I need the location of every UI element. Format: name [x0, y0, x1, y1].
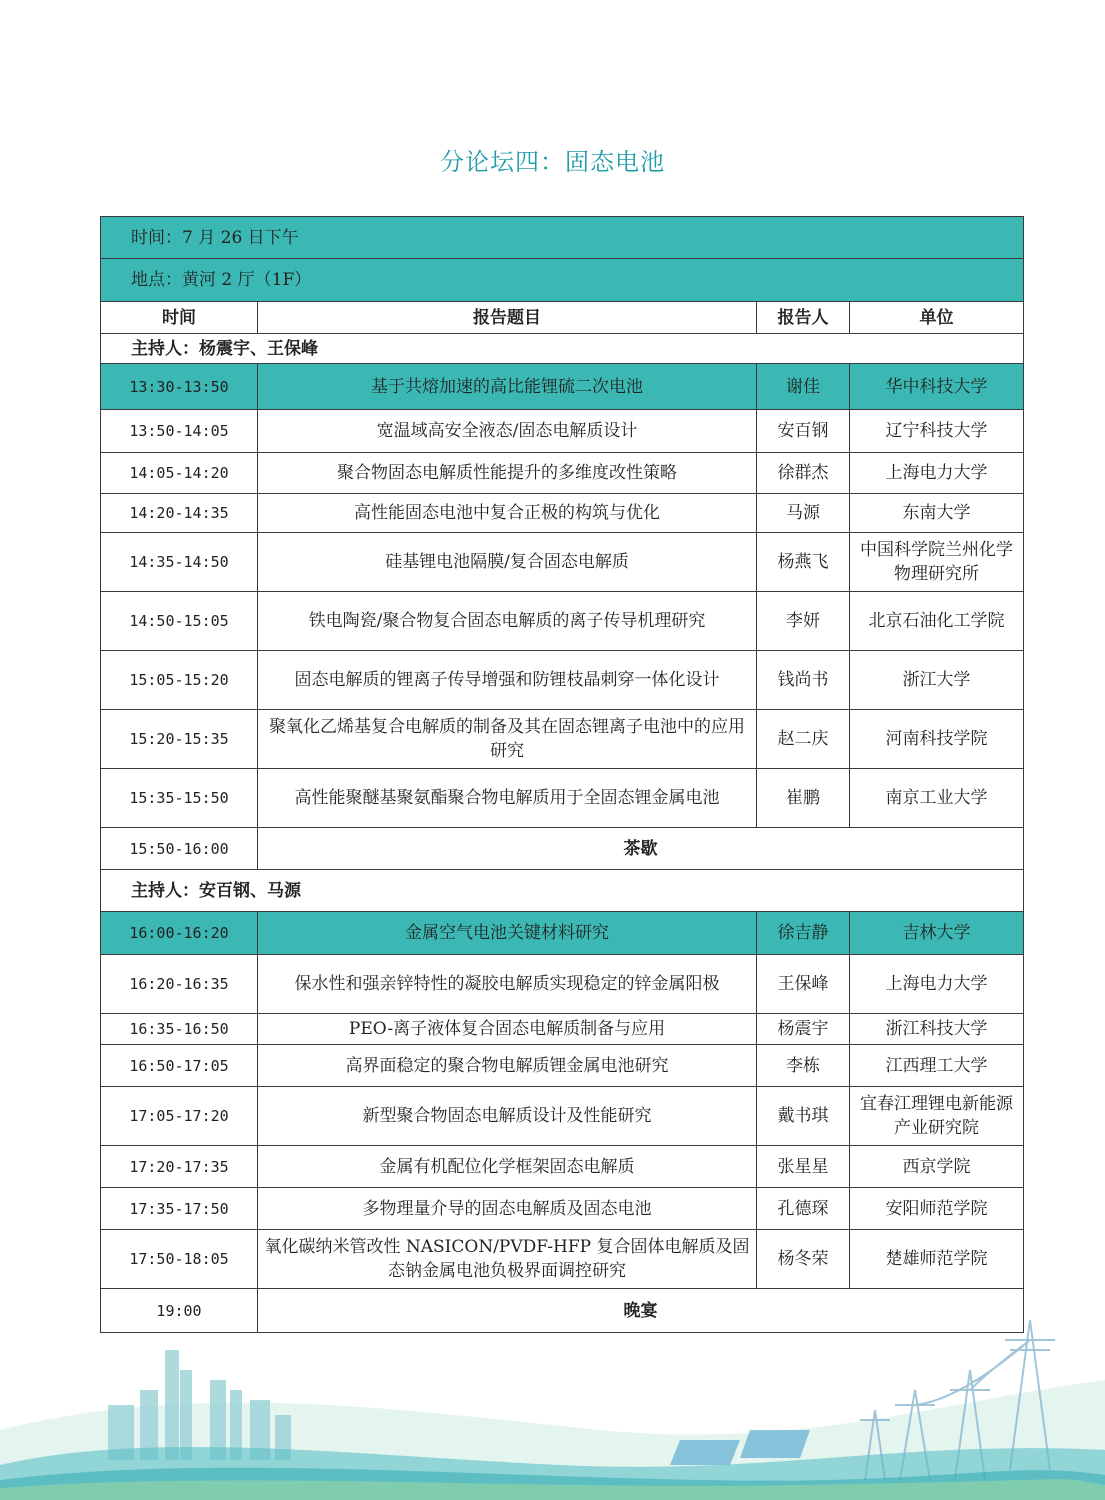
dinner-label: 晚宴	[258, 1289, 1024, 1333]
row-speaker: 徐吉静	[757, 912, 850, 955]
row-speaker: 杨冬荣	[757, 1230, 850, 1289]
row-time: 16:50-17:05	[101, 1045, 258, 1087]
row-speaker: 杨震宇	[757, 1014, 850, 1045]
row-unit: 上海电力大学	[850, 955, 1024, 1014]
row-speaker: 王保峰	[757, 955, 850, 1014]
page-title: 分论坛四：固态电池	[440, 148, 665, 176]
row-time: 14:20-14:35	[101, 494, 258, 533]
row-time: 14:05-14:20	[101, 453, 258, 494]
table-row	[101, 494, 1024, 533]
row-time: 15:20-15:35	[101, 710, 258, 769]
row-unit: 辽宁科技大学	[850, 410, 1024, 453]
row-topic: 聚合物固态电解质性能提升的多维度改性策略	[258, 453, 757, 494]
row-time: 15:05-15:20	[101, 651, 258, 710]
row-unit: 安阳师范学院	[850, 1188, 1024, 1230]
row-time: 14:35-14:50	[101, 533, 258, 592]
row-topic: 高界面稳定的聚合物电解质锂金属电池研究	[258, 1045, 757, 1087]
row-speaker: 李栋	[757, 1045, 850, 1087]
row-time: 16:20-16:35	[101, 955, 258, 1014]
row-speaker: 杨燕飞	[757, 533, 850, 592]
row-time: 14:50-15:05	[101, 592, 258, 651]
row-unit: 中国科学院兰州化学物理研究所	[850, 533, 1024, 592]
row-unit: 河南科技学院	[850, 710, 1024, 769]
row-time: 17:50-18:05	[101, 1230, 258, 1289]
row-topic: 金属空气电池关键材料研究	[258, 912, 757, 955]
table-row	[101, 1146, 1024, 1188]
row-time: 16:00-16:20	[101, 912, 258, 955]
row-time: 13:30-13:50	[101, 364, 258, 410]
row-unit: 楚雄师范学院	[850, 1230, 1024, 1289]
place-info: 地点：黄河 2 厅（1F）	[101, 259, 1024, 302]
table-row	[101, 533, 1024, 592]
row-speaker: 马源	[757, 494, 850, 533]
table-row	[101, 1087, 1024, 1146]
row-topic: 高性能固态电池中复合正极的构筑与优化	[258, 494, 757, 533]
table-row	[101, 912, 1024, 955]
row-time: 16:35-16:50	[101, 1014, 258, 1045]
time-info: 时间：7 月 26 日下午	[101, 217, 1024, 259]
break-time: 15:50-16:00	[101, 828, 258, 870]
row-time: 17:35-17:50	[101, 1188, 258, 1230]
row-topic: 宽温域高安全液态/固态电解质设计	[258, 410, 757, 453]
row-time: 17:05-17:20	[101, 1087, 258, 1146]
table-row	[101, 1188, 1024, 1230]
break-row	[101, 828, 1024, 870]
row-unit: 浙江科技大学	[850, 1014, 1024, 1045]
row-unit: 吉林大学	[850, 912, 1024, 955]
schedule-table	[100, 216, 1024, 1333]
header-row	[101, 302, 1024, 334]
table-row	[101, 1014, 1024, 1045]
table-row	[101, 592, 1024, 651]
row-topic: 硅基锂电池隔膜/复合固态电解质	[258, 533, 757, 592]
table-row	[101, 651, 1024, 710]
row-speaker: 张星星	[757, 1146, 850, 1188]
row-speaker: 徐群杰	[757, 453, 850, 494]
row-topic: 固态电解质的锂离子传导增强和防锂枝晶刺穿一体化设计	[258, 651, 757, 710]
row-speaker: 谢佳	[757, 364, 850, 410]
row-unit: 东南大学	[850, 494, 1024, 533]
row-topic: 多物理量介导的固态电解质及固态电池	[258, 1188, 757, 1230]
row-time: 13:50-14:05	[101, 410, 258, 453]
row-speaker: 戴书琪	[757, 1087, 850, 1146]
header-speaker: 报告人	[757, 302, 850, 334]
table-row	[101, 769, 1024, 828]
table-row	[101, 955, 1024, 1014]
row-time: 15:35-15:50	[101, 769, 258, 828]
session2-host: 主持人：安百钢、马源	[101, 870, 1024, 912]
table-row	[101, 710, 1024, 769]
table-row	[101, 1045, 1024, 1087]
row-topic: PEO-离子液体复合固态电解质制备与应用	[258, 1014, 757, 1045]
row-speaker: 赵二庆	[757, 710, 850, 769]
header-time: 时间	[101, 302, 258, 334]
header-topic: 报告题目	[258, 302, 757, 334]
table-row	[101, 364, 1024, 410]
break-label: 茶歇	[258, 828, 1024, 870]
city-skyline-decoration	[0, 1280, 1105, 1500]
dinner-time: 19:00	[101, 1289, 258, 1333]
row-speaker: 孔德琛	[757, 1188, 850, 1230]
table-row	[101, 410, 1024, 453]
header-unit: 单位	[850, 302, 1024, 334]
row-unit: 北京石油化工学院	[850, 592, 1024, 651]
row-unit: 宜春江理锂电新能源产业研究院	[850, 1087, 1024, 1146]
row-speaker: 安百钢	[757, 410, 850, 453]
row-time: 17:20-17:35	[101, 1146, 258, 1188]
row-topic: 铁电陶瓷/聚合物复合固态电解质的离子传导机理研究	[258, 592, 757, 651]
table-row	[101, 453, 1024, 494]
row-unit: 江西理工大学	[850, 1045, 1024, 1087]
row-speaker: 崔鹏	[757, 769, 850, 828]
row-topic: 保水性和强亲锌特性的凝胶电解质实现稳定的锌金属阳极	[258, 955, 757, 1014]
row-unit: 上海电力大学	[850, 453, 1024, 494]
row-topic: 高性能聚醚基聚氨酯聚合物电解质用于全固态锂金属电池	[258, 769, 757, 828]
row-topic: 基于共熔加速的高比能锂硫二次电池	[258, 364, 757, 410]
row-unit: 西京学院	[850, 1146, 1024, 1188]
row-topic: 金属有机配位化学框架固态电解质	[258, 1146, 757, 1188]
row-unit: 南京工业大学	[850, 769, 1024, 828]
row-unit: 华中科技大学	[850, 364, 1024, 410]
session1-host: 主持人：杨震宇、王保峰	[101, 334, 1024, 364]
row-unit: 浙江大学	[850, 651, 1024, 710]
row-speaker: 李妍	[757, 592, 850, 651]
row-topic: 聚氧化乙烯基复合电解质的制备及其在固态锂离子电池中的应用研究	[258, 710, 757, 769]
row-topic: 新型聚合物固态电解质设计及性能研究	[258, 1087, 757, 1146]
row-topic: 氧化碳纳米管改性 NASICON/PVDF-HFP 复合固体电解质及固态钠金属电池负极界面调控研究	[258, 1230, 757, 1289]
row-speaker: 钱尚书	[757, 651, 850, 710]
